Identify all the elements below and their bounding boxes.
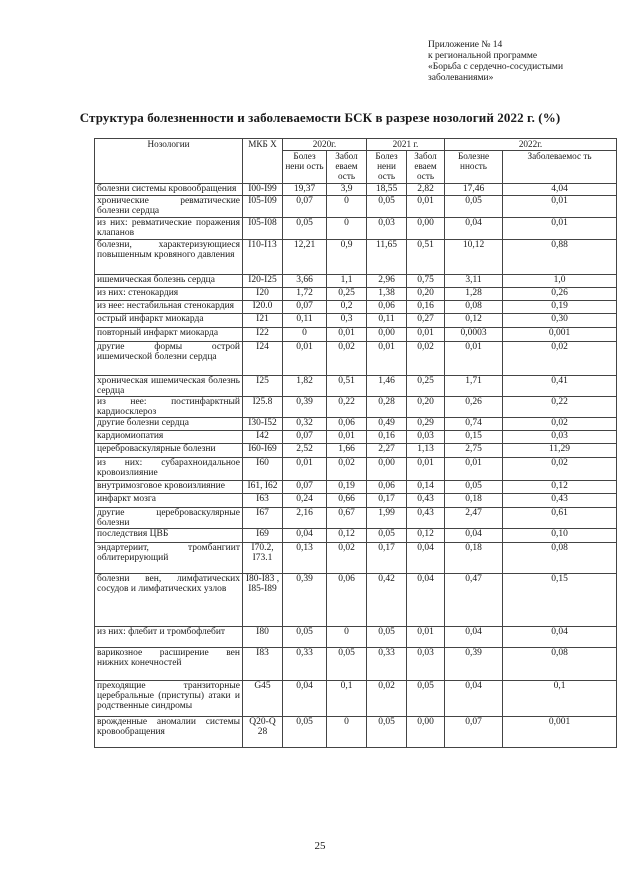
table-row <box>95 627 617 648</box>
value-cell: 0,20 <box>407 397 445 418</box>
value-cell: 1,82 <box>283 376 327 397</box>
value-cell: 0,20 <box>407 288 445 301</box>
value-cell: 0 <box>327 627 367 648</box>
header-prevalence-2020: Болез нени ость <box>283 151 327 184</box>
header-year-2020: 2020г. <box>283 139 367 151</box>
value-cell: 0,02 <box>407 342 445 376</box>
icd-code: I05-I09 <box>243 196 283 218</box>
value-cell: 3,11 <box>445 275 503 288</box>
icd-code: I20.0 <box>243 301 283 314</box>
value-cell: 0,67 <box>327 508 367 529</box>
value-cell: 0,51 <box>407 240 445 275</box>
value-cell: 1,99 <box>367 508 407 529</box>
icd-code: Q20-Q 28 <box>243 717 283 748</box>
value-cell: 0,001 <box>503 328 617 342</box>
value-cell: 0,02 <box>327 342 367 376</box>
nosology-name: эндартериит, тромбангиит облитерирующий <box>95 543 243 574</box>
icd-code: G45 <box>243 681 283 717</box>
icd-code: I25 <box>243 376 283 397</box>
value-cell: 3,66 <box>283 275 327 288</box>
value-cell: 0,18 <box>445 494 503 508</box>
value-cell: 11,29 <box>503 444 617 458</box>
nosology-name: другие формы острой ишемической болезни сердца <box>95 342 243 376</box>
value-cell: 0,001 <box>503 717 617 748</box>
value-cell: 0,04 <box>283 681 327 717</box>
header-icd: МКБ X <box>243 139 283 184</box>
value-cell: 0,01 <box>283 342 327 376</box>
table-row <box>95 376 617 397</box>
value-cell: 17,46 <box>445 184 503 196</box>
value-cell: 2,16 <box>283 508 327 529</box>
value-cell: 12,21 <box>283 240 327 275</box>
value-cell: 0,03 <box>503 431 617 444</box>
value-cell: 1,71 <box>445 376 503 397</box>
value-cell: 0,39 <box>283 397 327 418</box>
icd-code: I42 <box>243 431 283 444</box>
table-row <box>95 431 617 444</box>
nosology-name: цереброваскулярные болезни <box>95 444 243 458</box>
value-cell: 0,16 <box>367 431 407 444</box>
icd-code: I25.8 <box>243 397 283 418</box>
icd-code: I70.2, I73.1 <box>243 543 283 574</box>
value-cell: 0 <box>327 218 367 240</box>
value-cell: 1,0 <box>503 275 617 288</box>
icd-code: I20 <box>243 288 283 301</box>
icd-code: I83 <box>243 648 283 681</box>
nosology-name: преходящие транзиторные церебральные (приступы) атаки и родственные синдромы <box>95 681 243 717</box>
value-cell: 0,01 <box>367 342 407 376</box>
value-cell: 10,12 <box>445 240 503 275</box>
value-cell: 0,12 <box>327 529 367 543</box>
value-cell: 0,01 <box>503 218 617 240</box>
nosology-name: инфаркт мозга <box>95 494 243 508</box>
value-cell: 0,61 <box>503 508 617 529</box>
table-row <box>95 543 617 574</box>
value-cell: 0,01 <box>327 328 367 342</box>
value-cell: 4,04 <box>503 184 617 196</box>
icd-code: I61, I62 <box>243 481 283 494</box>
value-cell: 1,72 <box>283 288 327 301</box>
value-cell: 0,04 <box>445 529 503 543</box>
icd-code: I63 <box>243 494 283 508</box>
table-row <box>95 508 617 529</box>
value-cell: 0,01 <box>407 328 445 342</box>
value-cell: 0,02 <box>327 458 367 481</box>
nosology-name: острый инфаркт миокарда <box>95 314 243 328</box>
value-cell: 0,05 <box>283 218 327 240</box>
value-cell: 0,49 <box>367 418 407 431</box>
value-cell: 0,05 <box>283 717 327 748</box>
value-cell: 0,05 <box>407 681 445 717</box>
icd-code: I10-I13 <box>243 240 283 275</box>
header-incidence-2022: Заболеваемос ть <box>503 151 617 184</box>
appendix-line: Приложение № 14 <box>428 40 503 50</box>
value-cell: 0,07 <box>283 481 327 494</box>
value-cell: 0,66 <box>327 494 367 508</box>
value-cell: 0,05 <box>445 481 503 494</box>
header-nosology: Нозологии <box>95 139 243 184</box>
value-cell: 0,05 <box>367 529 407 543</box>
value-cell: 0,00 <box>367 328 407 342</box>
header-incidence-2020: Забол еваем ость <box>327 151 367 184</box>
header-year-2021: 2021 г. <box>367 139 445 151</box>
header-prevalence-2022: Болезне нность <box>445 151 503 184</box>
value-cell: 0,2 <box>327 301 367 314</box>
value-cell: 0,01 <box>327 431 367 444</box>
nosology-name: из них: ревматические поражения клапанов <box>95 218 243 240</box>
value-cell: 0,11 <box>283 314 327 328</box>
value-cell: 0,17 <box>367 494 407 508</box>
header-incidence-2021: Забол еваем ость <box>407 151 445 184</box>
value-cell: 0,32 <box>283 418 327 431</box>
table-row <box>95 494 617 508</box>
value-cell: 0,00 <box>407 218 445 240</box>
value-cell: 0,9 <box>327 240 367 275</box>
value-cell: 0,01 <box>445 342 503 376</box>
icd-code: I60 <box>243 458 283 481</box>
value-cell: 0,05 <box>367 717 407 748</box>
nosology-name: из нее: постинфарктный кардиосклероз <box>95 397 243 418</box>
nosology-name: другие цереброваскулярные болезни <box>95 508 243 529</box>
value-cell: 2,75 <box>445 444 503 458</box>
value-cell: 2,52 <box>283 444 327 458</box>
value-cell: 0,06 <box>327 574 367 627</box>
value-cell: 0,02 <box>503 342 617 376</box>
value-cell: 0,07 <box>283 196 327 218</box>
table-row <box>95 240 617 275</box>
appendix-note <box>428 40 618 84</box>
value-cell: 0,25 <box>327 288 367 301</box>
value-cell: 0,06 <box>327 418 367 431</box>
value-cell: 0,39 <box>445 648 503 681</box>
value-cell: 1,13 <box>407 444 445 458</box>
value-cell: 2,47 <box>445 508 503 529</box>
value-cell: 0,17 <box>367 543 407 574</box>
table-row <box>95 458 617 481</box>
value-cell: 0,1 <box>503 681 617 717</box>
value-cell: 0,39 <box>283 574 327 627</box>
value-cell: 0,43 <box>407 508 445 529</box>
icd-code: I80 <box>243 627 283 648</box>
value-cell: 0,12 <box>445 314 503 328</box>
value-cell: 0,01 <box>407 627 445 648</box>
value-cell: 2,27 <box>367 444 407 458</box>
value-cell: 0,18 <box>445 543 503 574</box>
table-row <box>95 288 617 301</box>
appendix-line: «Борьба с сердечно-сосудистыми <box>428 62 564 72</box>
value-cell: 0,00 <box>407 717 445 748</box>
appendix-line: заболеваниями» <box>428 73 494 83</box>
appendix-line: к региональной программе <box>428 51 538 61</box>
value-cell: 0,11 <box>367 314 407 328</box>
value-cell: 0,75 <box>407 275 445 288</box>
value-cell: 0,08 <box>445 301 503 314</box>
value-cell: 0 <box>327 717 367 748</box>
value-cell: 0,05 <box>283 627 327 648</box>
table-row <box>95 529 617 543</box>
nosology-name: другие болезни сердца <box>95 418 243 431</box>
nosology-name: внутримозговое кровоизлияние <box>95 481 243 494</box>
value-cell: 0,29 <box>407 418 445 431</box>
icd-code: I69 <box>243 529 283 543</box>
nosology-name: ишемическая болезнь сердца <box>95 275 243 288</box>
value-cell: 0,22 <box>503 397 617 418</box>
nosology-table <box>94 138 617 748</box>
table-row <box>95 328 617 342</box>
value-cell: 0,04 <box>283 529 327 543</box>
nosology-name: болезни системы кровообращения <box>95 184 243 196</box>
icd-code: I24 <box>243 342 283 376</box>
nosology-name: из них: флебит и тромбофлебит <box>95 627 243 648</box>
nosology-name: болезни, характеризующиеся повышенным кровяного давления <box>95 240 243 275</box>
value-cell: 0,01 <box>407 458 445 481</box>
value-cell: 1,66 <box>327 444 367 458</box>
value-cell: 1,46 <box>367 376 407 397</box>
header-year-2022: 2022г. <box>445 139 617 151</box>
value-cell: 0,27 <box>407 314 445 328</box>
value-cell: 0,03 <box>367 218 407 240</box>
nosology-name: врожденные аномалии системы кровообращения <box>95 717 243 748</box>
value-cell: 0,08 <box>503 648 617 681</box>
value-cell: 0,19 <box>503 301 617 314</box>
table-row <box>95 444 617 458</box>
nosology-name: хроническая ишемическая болезнь сердца <box>95 376 243 397</box>
value-cell: 0,47 <box>445 574 503 627</box>
value-cell: 0,25 <box>407 376 445 397</box>
value-cell: 0,01 <box>503 196 617 218</box>
table-row <box>95 275 617 288</box>
value-cell: 0,01 <box>407 196 445 218</box>
nosology-name: кардиомиопатия <box>95 431 243 444</box>
value-cell: 0,26 <box>503 288 617 301</box>
value-cell: 0,00 <box>367 458 407 481</box>
icd-code: I67 <box>243 508 283 529</box>
icd-code: I00-I99 <box>243 184 283 196</box>
value-cell: 0,05 <box>327 648 367 681</box>
nosology-name: из них: стенокардия <box>95 288 243 301</box>
value-cell: 1,28 <box>445 288 503 301</box>
value-cell: 0,02 <box>327 543 367 574</box>
value-cell: 0,28 <box>367 397 407 418</box>
value-cell: 0,88 <box>503 240 617 275</box>
header-prevalence-2021: Болез нени ость <box>367 151 407 184</box>
table-row <box>95 218 617 240</box>
value-cell: 0,30 <box>503 314 617 328</box>
table-row <box>95 681 617 717</box>
value-cell: 18,55 <box>367 184 407 196</box>
icd-code: I30-I52 <box>243 418 283 431</box>
value-cell: 0,10 <box>503 529 617 543</box>
table-row <box>95 301 617 314</box>
value-cell: 0,33 <box>367 648 407 681</box>
value-cell: 2,82 <box>407 184 445 196</box>
value-cell: 0,51 <box>327 376 367 397</box>
value-cell: 19,37 <box>283 184 327 196</box>
table-row <box>95 397 617 418</box>
value-cell: 0,04 <box>407 574 445 627</box>
value-cell: 0,26 <box>445 397 503 418</box>
nosology-name: повторный инфаркт миокарда <box>95 328 243 342</box>
table-row <box>95 574 617 627</box>
page-number: 25 <box>314 840 326 852</box>
value-cell: 1,38 <box>367 288 407 301</box>
icd-code: I60-I69 <box>243 444 283 458</box>
icd-code: I05-I08 <box>243 218 283 240</box>
value-cell: 0,02 <box>503 418 617 431</box>
value-cell: 0,41 <box>503 376 617 397</box>
value-cell: 0,02 <box>367 681 407 717</box>
value-cell: 0,02 <box>503 458 617 481</box>
value-cell: 0,74 <box>445 418 503 431</box>
value-cell: 0,06 <box>367 301 407 314</box>
value-cell: 2,96 <box>367 275 407 288</box>
value-cell: 0,33 <box>283 648 327 681</box>
nosology-name: болезни вен, лимфатических сосудов и лимфатических узлов <box>95 574 243 627</box>
value-cell: 0,07 <box>283 431 327 444</box>
table-row <box>95 648 617 681</box>
nosology-name: последствия ЦВБ <box>95 529 243 543</box>
value-cell: 0,05 <box>367 196 407 218</box>
value-cell: 0,01 <box>283 458 327 481</box>
value-cell: 0,05 <box>367 627 407 648</box>
table-row <box>95 196 617 218</box>
icd-code: I22 <box>243 328 283 342</box>
value-cell: 0,04 <box>445 681 503 717</box>
icd-code: I21 <box>243 314 283 328</box>
value-cell: 11,65 <box>367 240 407 275</box>
table-row <box>95 481 617 494</box>
value-cell: 1,1 <box>327 275 367 288</box>
value-cell: 0,07 <box>283 301 327 314</box>
value-cell: 0,15 <box>445 431 503 444</box>
value-cell: 0,04 <box>445 627 503 648</box>
icd-code: I80-I83 , I85-I89 <box>243 574 283 627</box>
value-cell: 0,08 <box>503 543 617 574</box>
table-row <box>95 418 617 431</box>
value-cell: 0,15 <box>503 574 617 627</box>
nosology-name: из нее: нестабильная стенокардия <box>95 301 243 314</box>
value-cell: 0,24 <box>283 494 327 508</box>
nosology-name: варикозное расширение вен нижних конечностей <box>95 648 243 681</box>
value-cell: 0,13 <box>283 543 327 574</box>
value-cell: 0,0003 <box>445 328 503 342</box>
value-cell: 0,07 <box>445 717 503 748</box>
value-cell: 0,05 <box>445 196 503 218</box>
value-cell: 0 <box>327 196 367 218</box>
table-row <box>95 342 617 376</box>
value-cell: 0,06 <box>367 481 407 494</box>
value-cell: 0,04 <box>445 218 503 240</box>
table-row <box>95 717 617 748</box>
nosology-name: из них: субарахноидальное кровоизлияние <box>95 458 243 481</box>
value-cell: 0,03 <box>407 648 445 681</box>
value-cell: 0,14 <box>407 481 445 494</box>
table-row <box>95 314 617 328</box>
value-cell: 0,04 <box>503 627 617 648</box>
value-cell: 0,16 <box>407 301 445 314</box>
value-cell: 0,1 <box>327 681 367 717</box>
value-cell: 0,12 <box>407 529 445 543</box>
value-cell: 0,03 <box>407 431 445 444</box>
value-cell: 0,12 <box>503 481 617 494</box>
value-cell: 0,04 <box>407 543 445 574</box>
value-cell: 0,3 <box>327 314 367 328</box>
value-cell: 0,22 <box>327 397 367 418</box>
value-cell: 0,43 <box>407 494 445 508</box>
value-cell: 0,19 <box>327 481 367 494</box>
icd-code: I20-I25 <box>243 275 283 288</box>
nosology-name: хронические ревматические болезни сердца <box>95 196 243 218</box>
value-cell: 3,9 <box>327 184 367 196</box>
value-cell: 0,42 <box>367 574 407 627</box>
value-cell: 0,43 <box>503 494 617 508</box>
document-title: Структура болезненности и заболеваемости БСК в разрезе нозологий 2022 г. (%) <box>79 110 561 125</box>
value-cell: 0,01 <box>445 458 503 481</box>
value-cell: 0 <box>283 328 327 342</box>
table-row <box>95 184 617 196</box>
